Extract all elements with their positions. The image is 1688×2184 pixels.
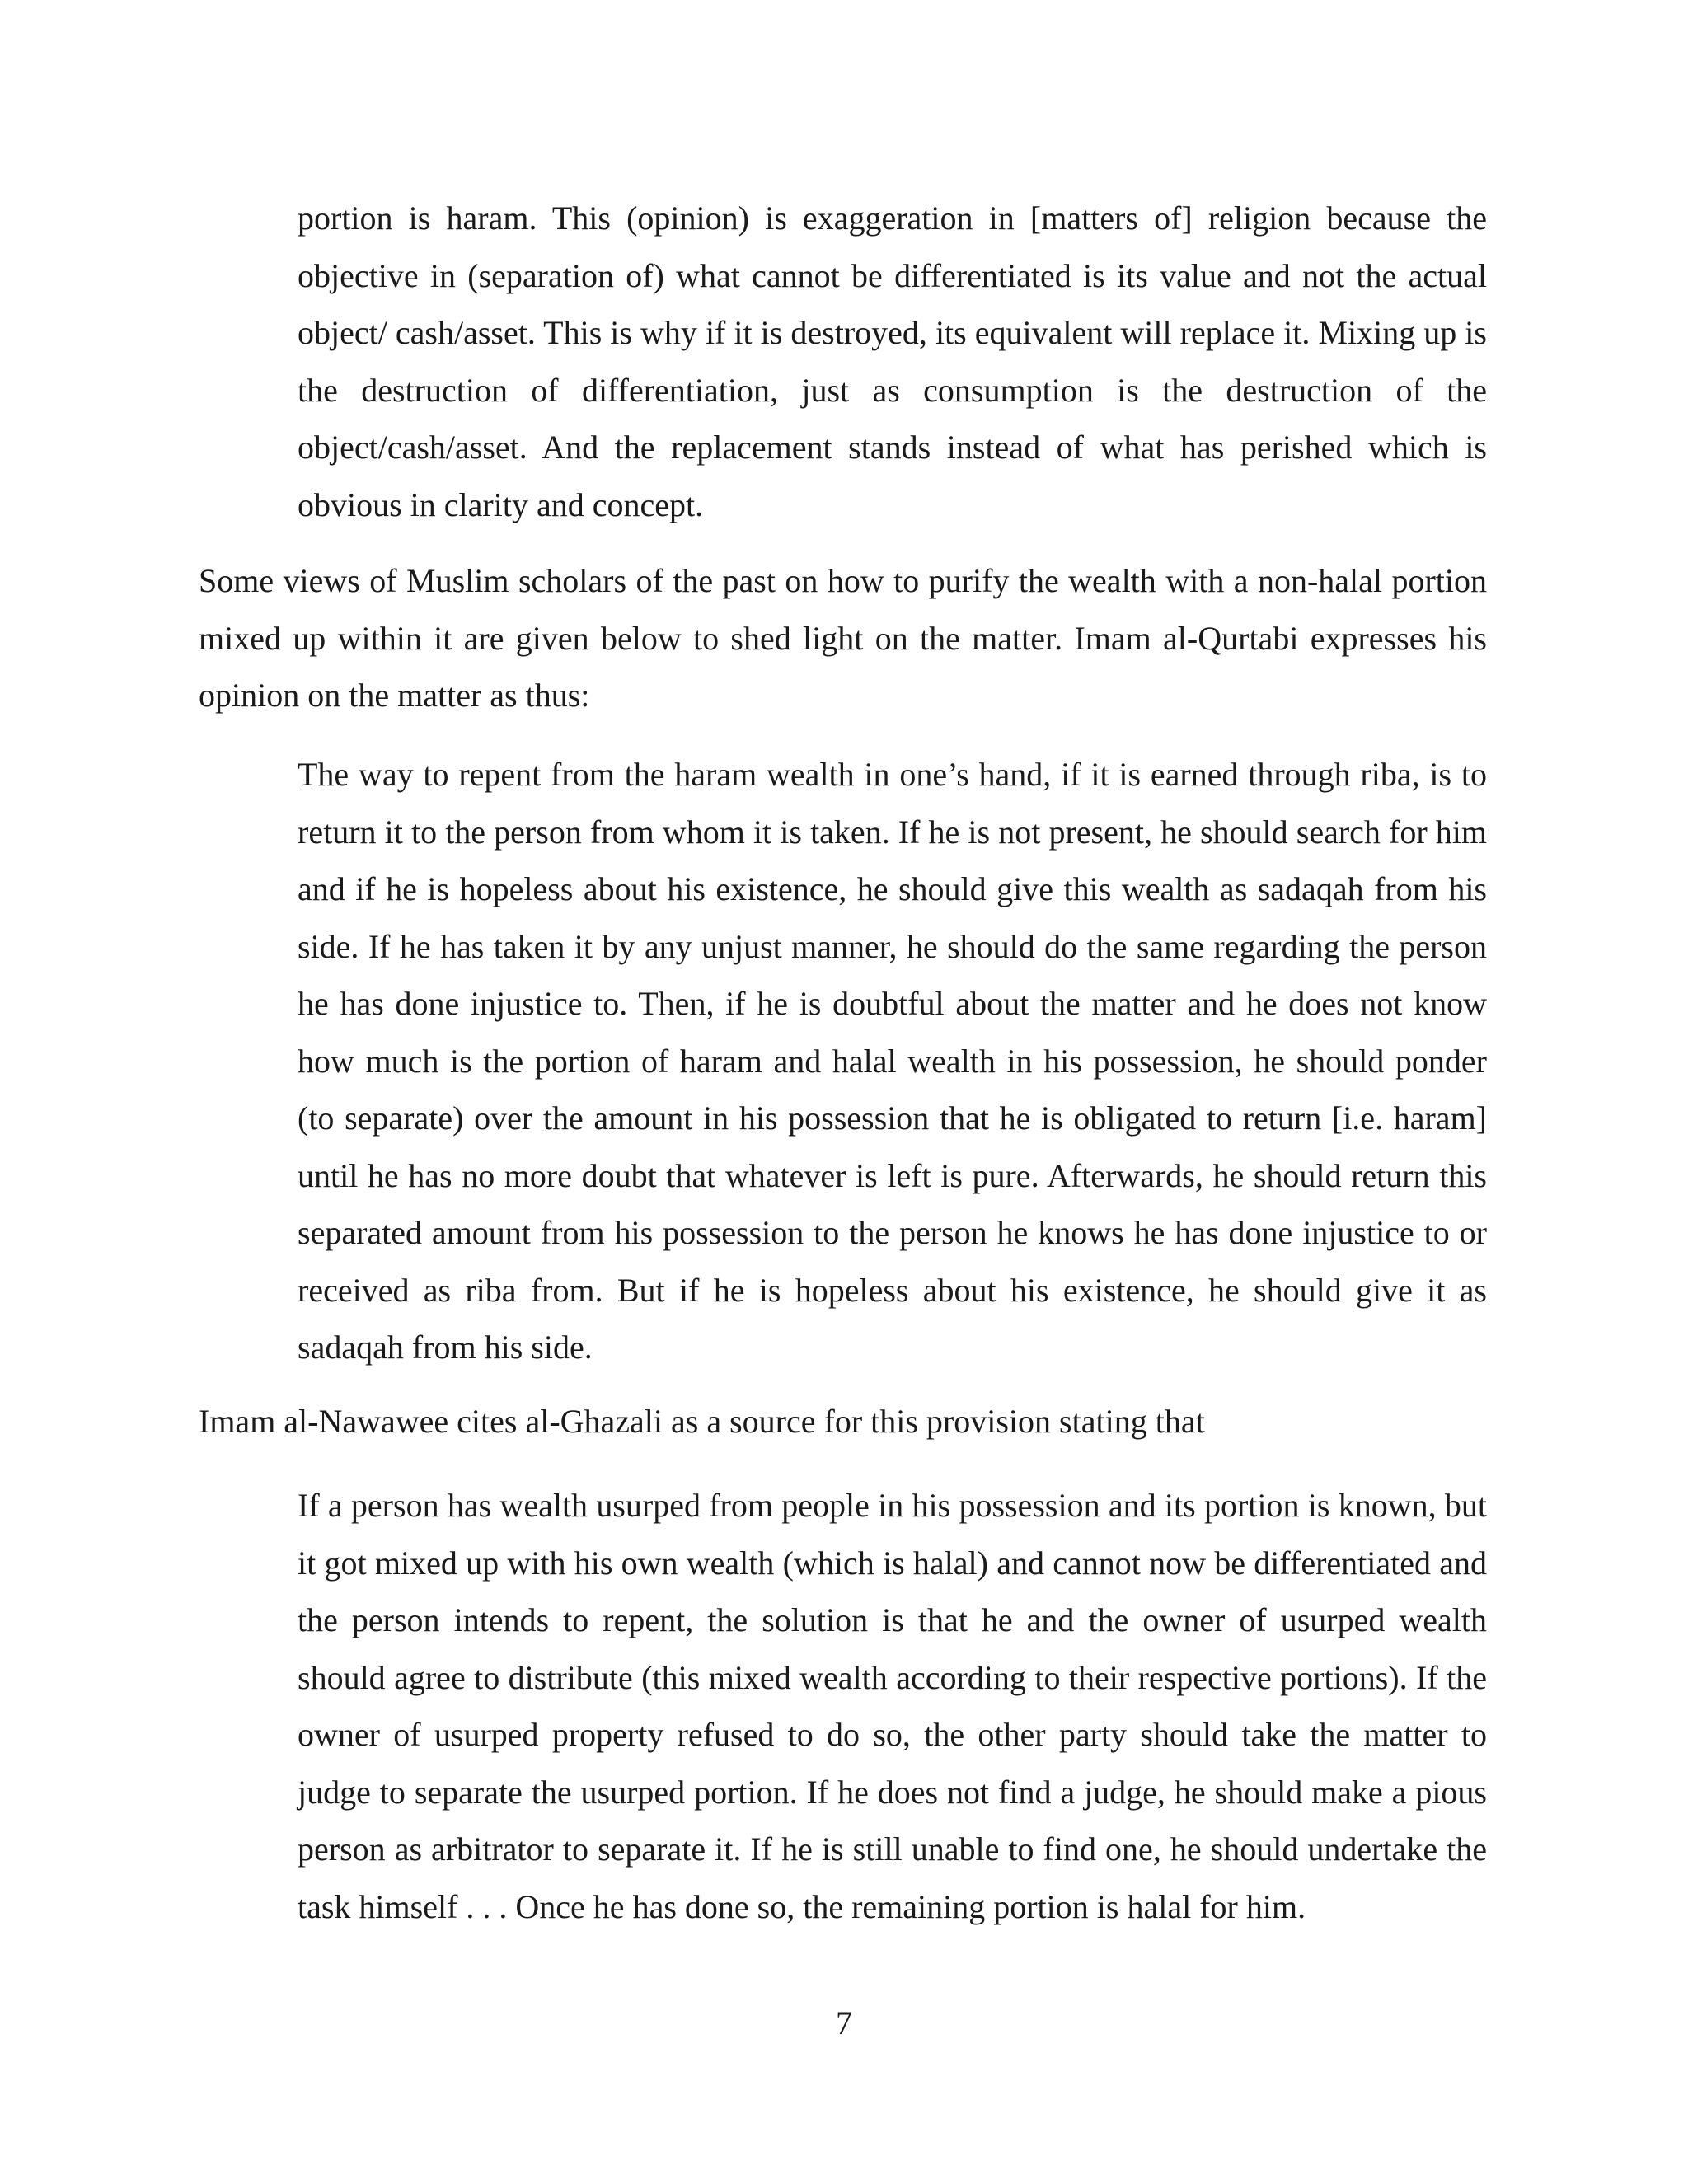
- block-quote-al-qurtabi: The way to repent from the haram wealth in one’s hand, if it is earned through riba, is to return it to the person from whom it is taken. If he is not present, he should search for him and if he is hopeless about his existence, he should give this wealth as sadaqah from his side. If he has taken it by any unjust manner, he should do the same regarding the person he has done injustice to. Then, if he is doubtful about the matter and he does not know how much is the portion of haram and halal wealth in his possession, he should ponder (to separate) over the amount in his possession that he is obligated to return [i.e. haram] until he has no more doubt that whatever is left is pure. Afterwards, he should return this separated amount from his possession to the person he knows he has done injustice to or received as riba from. But if he is hopeless about his existence, he should give it as sadaqah from his side.: [298, 756, 1487, 1366]
- block-quote-continuation: portion is haram. This (opinion) is exaggeration in [matters of] religion because the objective in (separation of) what cannot be differentiated is its value and not the actual object/ cash/asset. This is why if it is destroyed, its equivalent will replace it. Mixing up is the destruction of differentiation, just as consumption is the destruction of the object/cash/asset. And the replacement stands instead of what has perished which is obvious in clarity and concept.: [298, 199, 1487, 523]
- body-paragraph-al-nawawee: Imam al-Nawawee cites al-Ghazali as a source for this provision stating that: [199, 1403, 1205, 1440]
- block-quote-al-ghazali: If a person has wealth usurped from people in his possession and its portion is known, but it got mixed up with his own wealth (which is halal) and cannot now be differentiated and the person intends to repent, the solution is that he and the owner of usurped wealth should agree to distribute (this mixed wealth according to their respective portions). If the owner of usurped property refused to do so, the other party should take the matter to judge to separate the usurped portion. If he does not find a judge, he should make a pious person as arbitrator to separate it. If he is still unable to find one, he should undertake the task himself . . . Once he has done so, the remaining portion is halal for him.: [298, 1487, 1487, 1925]
- body-paragraph-scholar-views: Some views of Muslim scholars of the past on how to purify the wealth with a non-halal portion mixed up within it are given below to shed light on the matter. Imam al-Qurtabi expresses his opinion on the matter as thus:: [199, 562, 1487, 714]
- page-number: 7: [836, 2004, 852, 2041]
